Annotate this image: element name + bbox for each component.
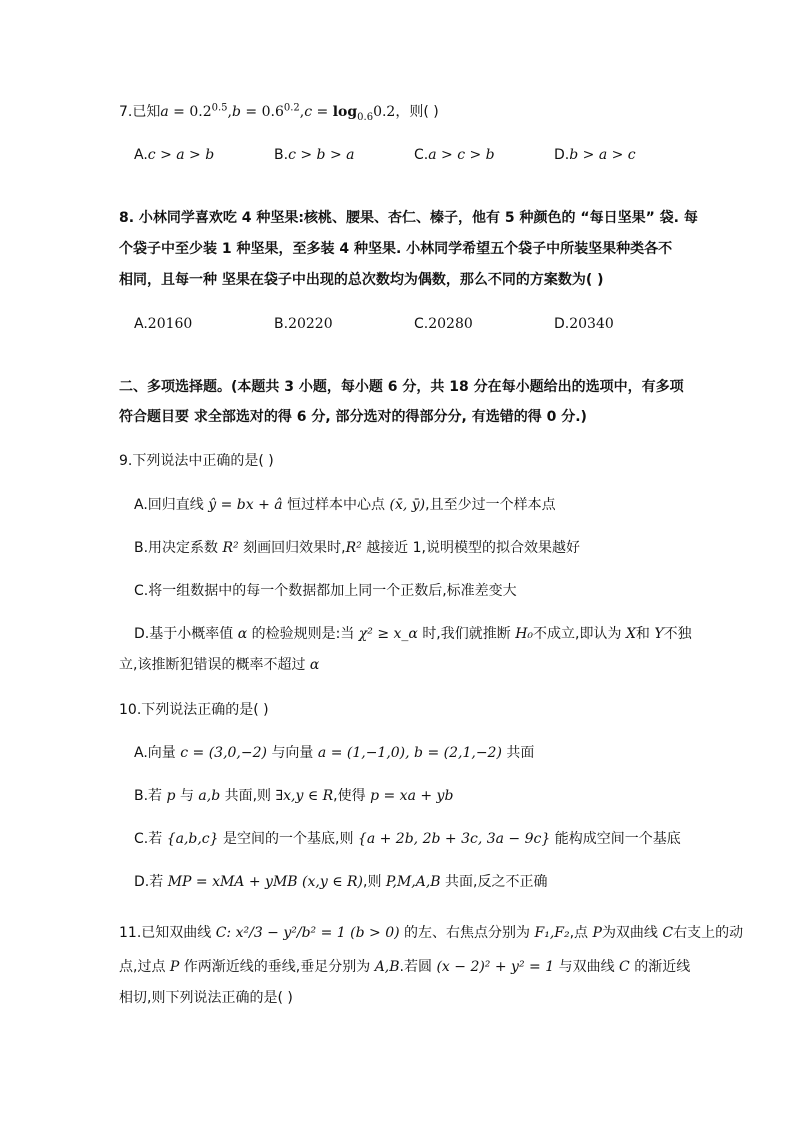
q10-option-a[interactable]: A.向量 c = (3,0,−2) 与向量 a = (1,−1,0), b = (2,1,−2) 共面 xyxy=(134,745,535,761)
q7-option-b-expr: c > b > a xyxy=(288,147,355,163)
q8-stem-line3: 相同，且每一种 坚果在袋子中出现的总次数均为偶数，那么不同的方案数为( ) xyxy=(119,272,604,288)
q9-option-b[interactable]: B.用决定系数 R² 刻画回归效果时,R² 越接近 1,说明模型的拟合效果越好 xyxy=(134,540,580,556)
q11-stem-line1: 11.已知双曲线 C: x²/3 − y²/b² = 1 (b > 0) 的左、右焦点分别为 F₁,F₂,点 P为双曲线 C右支上的动 xyxy=(119,925,744,941)
q11-circle: (x − 2)² + y² = 1 xyxy=(436,959,555,975)
q9-option-c[interactable]: C.将一组数据中的每一个数据都加上同一个正数后,标准差变大 xyxy=(134,583,517,599)
q9-sample-center: (x̄, ȳ) xyxy=(389,497,426,513)
q10-linear-combination: p = xa + yb xyxy=(370,788,454,804)
q9-chi-square-condition: χ² ≥ x_α xyxy=(358,626,418,642)
q7-option-d-expr: b > a > c xyxy=(569,147,636,163)
section2-heading-line1: 二、多项选择题。(本题共 3 小题，每小题 6 分，共 18 分在每小题给出的选项中，有多项 xyxy=(119,379,684,395)
q10-basis: {a,b,c} xyxy=(166,831,219,847)
q8-option-a[interactable]: A.20160 xyxy=(134,316,193,332)
q9-option-a[interactable]: A.回归直线 ŷ = bx + â 恒过样本中心点 (x̄, ȳ),且至少过一个样本点 xyxy=(134,497,556,513)
q7-stem: 7.已知$a = 0.2^{0.5},b = 0.6^{0.2},c = \log_{0.6}0.2$，则( ) xyxy=(119,102,439,123)
q9-regression-equation: ŷ = bx + â xyxy=(208,497,283,513)
q9-r-squared-2: R² xyxy=(345,540,362,556)
q7-stem-suffix: ，则( ) xyxy=(395,104,439,120)
q11-stem-line2: 点,过点 P 作两渐近线的垂线,垂足分别为 A,B.若圆 (x − 2)² + y² = 1 与双曲线 C 的渐近线 xyxy=(119,959,691,975)
q10-vector-set: {a + 2b, 2b + 3c, 3a − 9c} xyxy=(357,831,551,847)
q7-option-d[interactable]: D.b > a > c xyxy=(554,147,636,163)
q7-stem-expression: a xyxy=(160,104,169,120)
q8-option-b-value: 20220 xyxy=(288,316,333,332)
q10-vector-equation: MP = xMA + yMB (x,y ∈ R) xyxy=(167,874,364,890)
q9-r-squared: R² xyxy=(222,540,239,556)
q10-vectors-ab: a = (1,−1,0), b = (2,1,−2) xyxy=(317,745,502,761)
q8-stem-line1: 8. 小林同学喜欢吃 4 种坚果:核桃、腰果、杏仁、榛子，他有 5 种颜色的 “每日坚果” 袋. 每 xyxy=(119,210,698,226)
q7-option-a[interactable]: A.c > a > b xyxy=(134,147,215,163)
q10-exists-xy: ∃x,y ∈ R xyxy=(275,788,334,804)
q10-option-d[interactable]: D.若 MP = xMA + yMB (x,y ∈ R),则 P,M,A,B 共面,反之不正确 xyxy=(134,874,548,890)
q9-null-hypothesis: H₀ xyxy=(515,626,534,642)
q7-option-c-expr: a > c > b xyxy=(428,147,495,163)
q8-option-a-value: 20160 xyxy=(147,316,193,332)
q11-foci: F₁,F₂ xyxy=(534,925,570,941)
q10-vector-c: c = (3,0,−2) xyxy=(180,745,267,761)
q7-option-b[interactable]: B.c > b > a xyxy=(274,147,355,163)
q7-stem-prefix: 7.已知 xyxy=(119,104,161,120)
q10-option-c[interactable]: C.若 {a,b,c} 是空间的一个基底,则 {a + 2b, 2b + 3c, 3a − 9c} 能构成空间一个基底 xyxy=(134,831,681,847)
q8-option-b[interactable]: B.20220 xyxy=(274,316,333,332)
q9-option-d-line2: 立,该推断犯错误的概率不超过 α xyxy=(119,657,320,673)
q11-hyperbola: C: x²/3 − y²/b² = 1 (b > 0) xyxy=(215,925,400,941)
q8-stem-line2: 个袋子中至少装 1 种坚果，至多装 4 种坚果. 小林同学希望五个袋子中所装坚果种类各不 xyxy=(119,241,673,257)
q9-stem: 9.下列说法中正确的是( ) xyxy=(119,453,274,469)
q7-option-a-expr: c > a > b xyxy=(147,147,215,163)
q8-option-c-value: 20280 xyxy=(428,316,473,332)
q7-option-c[interactable]: C.a > c > b xyxy=(414,147,495,163)
q10-option-b[interactable]: B.若 p 与 a,b 共面,则 ∃x,y ∈ R,使得 p = xa + yb xyxy=(134,788,454,804)
q8-option-d[interactable]: D.20340 xyxy=(554,316,614,332)
q9-option-d[interactable]: D.基于小概率值 α 的检验规则是:当 χ² ≥ x_α 时,我们就推断 H₀不成立,即认为 X和 Y不独 xyxy=(134,626,692,642)
q8-option-c[interactable]: C.20280 xyxy=(414,316,473,332)
section2-heading-line2: 符合题目要 求全部选对的得 6 分, 部分选对的得部分分, 有选错的得 0 分.) xyxy=(119,409,587,425)
q11-stem-line3: 相切,则下列说法正确的是( ) xyxy=(119,990,293,1006)
q10-stem: 10.下列说法正确的是( ) xyxy=(119,702,269,718)
q8-option-d-value: 20340 xyxy=(569,316,614,332)
